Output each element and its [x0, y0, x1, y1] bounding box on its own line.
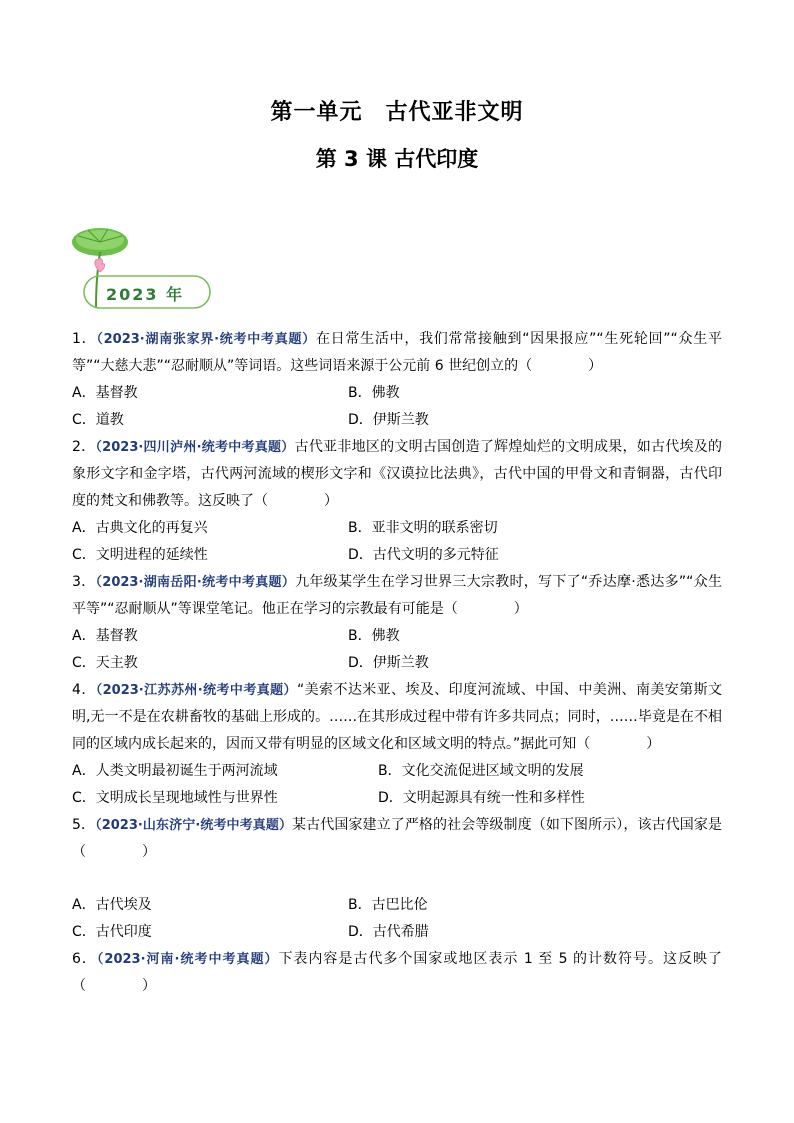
question-6	[72, 946, 722, 1000]
option-c[interactable]: C．文明进程的延续性	[72, 547, 208, 563]
option-c[interactable]: C．天主教	[72, 655, 138, 671]
option-b[interactable]: B．古巴比伦	[348, 897, 428, 913]
question-stem: 下表内容是古代多个国家或地区表示 1 至 5 的计数符号。这反映了（ ）	[72, 951, 722, 994]
option-b[interactable]: B．文化交流促进区域文明的发展	[378, 763, 584, 779]
option-c[interactable]: C．文明成长呈现地域性与世界性	[72, 790, 278, 806]
question-source: （2023·湖南张家界·统考中考真题）	[96, 332, 316, 347]
year-badge-label: 2023 年	[106, 285, 185, 304]
unit-title: 第一单元 古代亚非文明	[270, 100, 524, 125]
question-number: 3．	[72, 574, 96, 590]
option-a[interactable]: A．古代埃及	[72, 897, 152, 913]
question-stem: 古代亚非地区的文明古国创造了辉煌灿烂的文明成果，如古代埃及的象形文字和金字塔，古代两河流域的楔形文字和《汉谟拉比法典》，古代中国的甲骨文和青铜器，古代印度的梵文和佛教等。这反映了（ ）	[72, 439, 722, 509]
option-a[interactable]: A．基督教	[72, 385, 138, 401]
option-c[interactable]: C．古代印度	[72, 924, 152, 940]
question-5-options	[72, 892, 722, 946]
question-stem: 在日常生活中，我们常常接触到“因果报应”“生死轮回”“众生平等”“大慈大悲”“忍耐顺从”等词语。这些词语来源于公元前 6 世纪创立的（ ）	[72, 331, 722, 374]
option-b[interactable]: B．佛教	[348, 628, 400, 644]
question-stem: “美索不达米亚、埃及、印度河流域、中国、中美洲、南美安第斯文明,无一不是在农耕畜牧的基础上形成的。……在其形成过程中带有许多共同点；同时，……毕竟是在不相同的区域内成长起来的，因而又带有明显的区域文化和区域文明的特点。”据此可知（ ）	[72, 682, 722, 752]
option-d[interactable]: D．文明起源具有统一性和多样性	[378, 790, 585, 806]
question-source: （2023·山东济宁·统考中考真题）	[95, 818, 293, 833]
option-c[interactable]: C．道教	[72, 412, 124, 428]
option-a[interactable]: A．基督教	[72, 628, 138, 644]
question-stem: 某古代国家建立了严格的社会等级制度（如下图所示），该古代国家是（ ）	[72, 817, 722, 860]
question-number: 6．	[72, 951, 97, 967]
question-1-options	[72, 380, 722, 434]
lesson-title: 第 3 课 古代印度	[315, 147, 479, 171]
question-number: 1．	[72, 331, 97, 347]
figure-placeholder	[72, 866, 722, 892]
option-d[interactable]: D．古代文明的多元特征	[348, 547, 499, 563]
option-d[interactable]: D．古代希腊	[348, 924, 429, 940]
option-d[interactable]: D．伊斯兰教	[348, 655, 429, 671]
question-source: （2023·河南·统考中考真题）	[96, 952, 279, 967]
question-number: 2．	[72, 439, 96, 455]
question-source: （2023·江苏苏州·统考中考真题）	[95, 683, 297, 698]
option-b[interactable]: B．亚非文明的联系密切	[348, 520, 498, 536]
question-number: 4．	[72, 682, 96, 698]
question-3-options	[72, 623, 722, 677]
question-2-options	[72, 515, 722, 569]
question-source: （2023·四川泸州·统考中考真题）	[95, 440, 295, 455]
option-a[interactable]: A．古典文化的再复兴	[72, 520, 208, 536]
question-2	[72, 434, 722, 515]
question-4	[72, 677, 722, 758]
question-4-options	[72, 758, 722, 812]
question-list	[72, 326, 722, 1000]
option-a[interactable]: A．人类文明最初诞生于两河流域	[72, 763, 278, 779]
question-5	[72, 812, 722, 866]
question-number: 5．	[72, 817, 96, 833]
option-b[interactable]: B．佛教	[348, 385, 400, 401]
option-d[interactable]: D．伊斯兰教	[348, 412, 429, 428]
question-3	[72, 569, 722, 623]
question-1	[72, 326, 722, 380]
question-stem: 九年级某学生在学习世界三大宗教时，写下了“乔达摩·悉达多”“众生平等”“忍耐顺从”等课堂笔记。他正在学习的宗教最有可能是（ ）	[72, 574, 722, 617]
question-source: （2023·湖南岳阳·统考中考真题）	[95, 575, 296, 590]
